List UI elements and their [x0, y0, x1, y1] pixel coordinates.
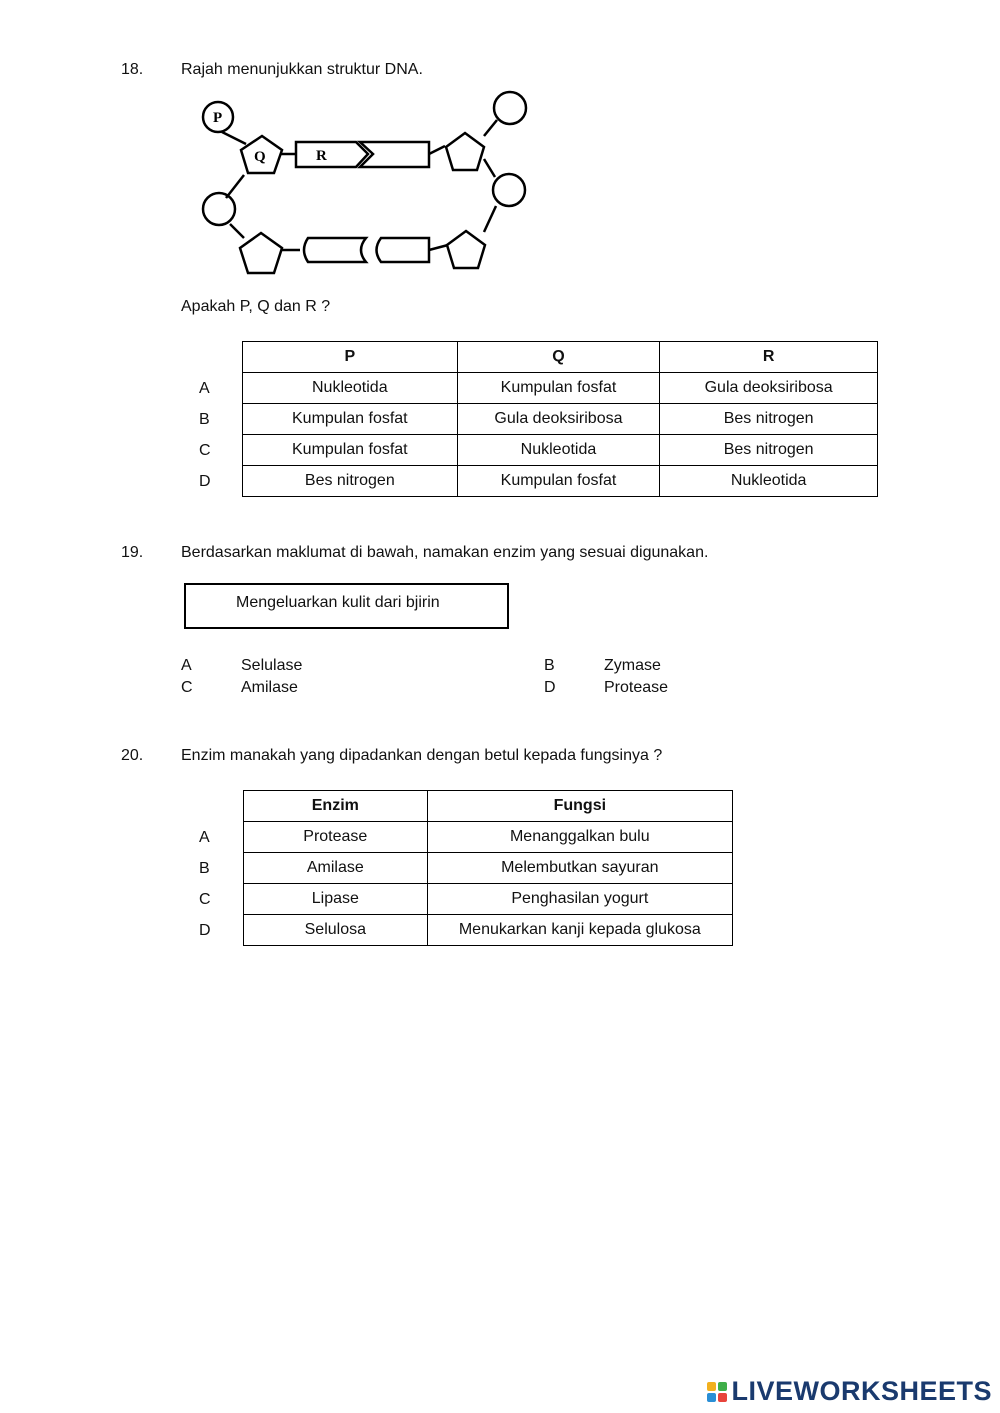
backbone-line — [429, 146, 445, 154]
option-label: C — [181, 679, 193, 696]
option-label: A — [181, 657, 192, 674]
column-header: Enzim — [244, 791, 428, 822]
row-label: D — [199, 473, 211, 490]
bottom-base-shape — [304, 238, 366, 262]
question-18-text: Rajah menunjukkan struktur DNA. — [181, 61, 423, 78]
table-cell: Penghasilan yogurt — [427, 884, 732, 915]
phosphate-circle — [493, 174, 525, 206]
column-header: P — [243, 342, 458, 373]
table-row — [243, 373, 878, 404]
backbone-line — [484, 206, 496, 232]
table-cell: Kumpulan fosfat — [243, 404, 458, 435]
dna-structure-diagram — [196, 90, 536, 280]
option-text: Protease — [604, 679, 669, 696]
backbone-line — [484, 159, 495, 177]
table-cell: Protease — [244, 822, 428, 853]
question-20-table — [243, 790, 733, 946]
phosphate-circle — [203, 193, 235, 225]
option-label: B — [544, 657, 555, 674]
table-cell: Kumpulan fosfat — [457, 373, 660, 404]
label-q: Q — [254, 149, 266, 165]
backbone-line — [484, 120, 497, 136]
table-cell: Gula deoksiribosa — [457, 404, 660, 435]
question-19-text: Berdasarkan maklumat di bawah, namakan enzim yang sesuai digunakan. — [181, 544, 709, 561]
table-cell: Lipase — [244, 884, 428, 915]
question-18-table — [242, 341, 878, 497]
row-label: C — [199, 442, 211, 459]
brand-name: LIVEWORKSHEETS — [731, 1376, 992, 1406]
sugar-pentagon — [446, 133, 484, 170]
row-label: A — [199, 380, 210, 397]
table-cell: Menukarkan kanji kepada glukosa — [427, 915, 732, 946]
table-header-row — [243, 342, 878, 373]
table-cell: Bes nitrogen — [243, 466, 458, 497]
table-cell: Melembutkan sayuran — [427, 853, 732, 884]
table-cell: Kumpulan fosfat — [457, 466, 660, 497]
table-cell: Selulosa — [244, 915, 428, 946]
row-label: C — [199, 891, 211, 908]
option-text: Amilase — [241, 679, 298, 696]
table-cell: Bes nitrogen — [660, 435, 878, 466]
backbone-line — [226, 175, 244, 198]
column-header: Q — [457, 342, 660, 373]
table-row — [244, 853, 733, 884]
table-cell: Menanggalkan bulu — [427, 822, 732, 853]
table-cell: Nukleotida — [660, 466, 878, 497]
liveworksheets-logo[interactable] — [707, 1376, 992, 1407]
question-18-number: 18. — [121, 61, 144, 78]
row-label: D — [199, 922, 211, 939]
label-r: R — [316, 148, 327, 164]
question-18-prompt: Apakah P, Q dan R ? — [181, 298, 331, 315]
table-row — [244, 822, 733, 853]
column-header: R — [660, 342, 878, 373]
table-header-row — [244, 791, 733, 822]
backbone-line — [230, 224, 244, 238]
bottom-base-shape — [377, 238, 430, 262]
table-cell: Nukleotida — [457, 435, 660, 466]
complementary-base-shape — [360, 142, 429, 167]
info-box — [184, 583, 509, 629]
label-p: P — [213, 110, 223, 126]
table-row — [243, 404, 878, 435]
option-label: D — [544, 679, 556, 696]
question-19-number: 19. — [121, 544, 144, 561]
option-text: Zymase — [604, 657, 661, 674]
table-row — [243, 466, 878, 497]
table-row — [244, 884, 733, 915]
table-row — [243, 435, 878, 466]
option-text: Selulase — [241, 657, 303, 674]
sugar-pentagon — [447, 231, 485, 268]
sugar-pentagon — [240, 233, 282, 273]
table-cell: Nukleotida — [243, 373, 458, 404]
info-box-text: Mengeluarkan kulit dari bjirin — [236, 594, 440, 611]
backbone-line — [222, 132, 246, 144]
table-row — [244, 915, 733, 946]
question-20-number: 20. — [121, 747, 144, 764]
table-cell: Gula deoksiribosa — [660, 373, 878, 404]
table-cell: Amilase — [244, 853, 428, 884]
table-cell: Bes nitrogen — [660, 404, 878, 435]
phosphate-circle — [494, 92, 526, 124]
row-label: B — [199, 860, 210, 877]
table-cell: Kumpulan fosfat — [243, 435, 458, 466]
row-label: A — [199, 829, 210, 846]
logo-squares-icon — [707, 1382, 727, 1402]
backbone-line — [429, 245, 448, 250]
row-label: B — [199, 411, 210, 428]
base-r-shape — [296, 142, 368, 167]
question-20-text: Enzim manakah yang dipadankan dengan betul kepada fungsinya ? — [181, 747, 663, 764]
column-header: Fungsi — [427, 791, 732, 822]
